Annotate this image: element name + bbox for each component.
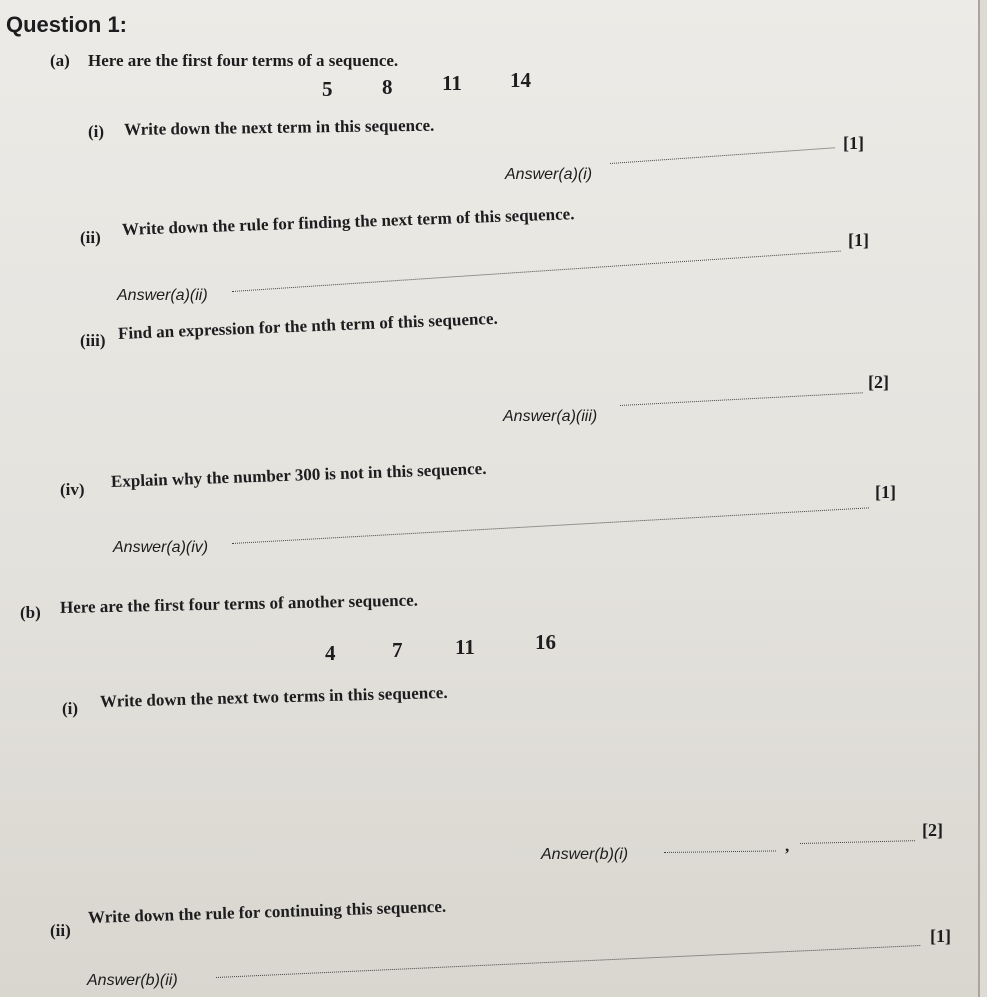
a-iii-label: (iii) [80,331,106,350]
a-iv-mark: [1] [875,482,896,502]
a-ii-mark: [1] [848,230,869,250]
a-i-label: (i) [88,122,105,141]
a-iii-answer-label: Answer(a)(iii) [503,408,598,425]
b-ii-label: (ii) [50,921,71,940]
a-ii-answer-label: Answer(a)(ii) [117,287,208,304]
sequence-a-term-1: 5 [322,77,333,101]
a-ii-answer-line[interactable] [232,251,841,292]
a-iii-question: Find an expression for the nth term of this sequence. [117,308,499,343]
question-title: Question 1: [6,12,128,37]
a-iii-mark: [2] [868,372,889,392]
b-i-separator: , [785,836,790,855]
a-i-answer-label: Answer(a)(i) [505,166,593,183]
b-ii-answer-line[interactable] [216,945,920,978]
part-a-label: (a) [50,51,70,70]
part-a-intro: Here are the first four terms of a sequence. [88,51,399,70]
a-ii-label: (ii) [80,228,101,247]
b-ii-answer-label: Answer(b)(ii) [87,972,178,989]
a-iv-label: (iv) [60,480,85,499]
part-b-label: (b) [20,603,41,622]
b-i-question: Write down the next two terms in this sequence. [99,682,448,711]
a-iv-question: Explain why the number 300 is not in this sequence. [110,458,487,491]
b-i-answer-line-1[interactable] [664,850,776,853]
a-iii-answer-line[interactable] [620,392,863,406]
b-i-answer-line-2[interactable] [800,840,915,844]
a-i-mark: [1] [843,133,864,153]
sequence-a-term-3: 11 [442,71,462,95]
sequence-b-term-1: 4 [325,641,336,665]
a-i-answer-line[interactable] [610,147,835,164]
part-b-intro: Here are the first four terms of another sequence. [59,590,419,617]
a-ii-question: Write down the rule for finding the next term of this sequence. [121,204,575,239]
sequence-b-term-2: 7 [392,638,403,662]
a-iv-answer-label: Answer(a)(iv) [113,539,209,556]
sequence-b-term-4: 16 [535,630,556,654]
sequence-a-term-2: 8 [382,75,393,99]
b-ii-question: Write down the rule for continuing this sequence. [87,896,447,927]
b-ii-mark: [1] [930,926,951,946]
b-i-answer-label: Answer(b)(i) [541,846,629,863]
b-i-mark: [2] [922,820,943,840]
sequence-b-term-3: 11 [455,635,475,659]
a-i-question: Write down the next term in this sequence. [123,115,435,139]
b-i-label: (i) [62,699,79,718]
sequence-a-term-4: 14 [510,68,531,92]
a-iv-answer-line[interactable] [232,507,869,544]
